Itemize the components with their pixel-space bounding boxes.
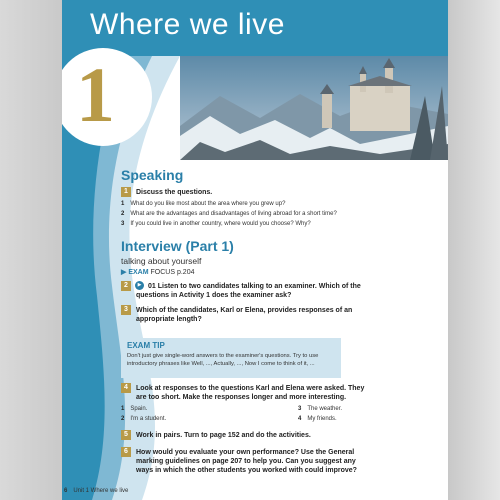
exam-tip-title: EXAM TIP (127, 341, 165, 350)
question-3: 3 If you could live in another country, where would you choose? Why? (121, 221, 311, 227)
castle-photo (180, 56, 448, 160)
activity-5-number: 5 (121, 430, 131, 440)
interview-subheading: talking about yourself (121, 256, 202, 266)
activity-3-number: 3 (121, 305, 131, 315)
response-1: 1 Spain. (121, 406, 148, 412)
activity-6-instruction-line3: ways in which the other students you worked with could improve? (136, 467, 357, 474)
unit-title: Where we live (90, 8, 285, 41)
question-1: 1 What do you like most about the area where you grew up? (121, 201, 286, 207)
activity-5-instruction: Work in pairs. Turn to page 152 and do the activities. (136, 432, 311, 439)
left-background (0, 0, 62, 500)
activity-2-instruction: 01 Listen to two candidates talking to an examiner. Which of the (148, 283, 361, 290)
activity-2-number: 2 (121, 281, 131, 291)
activity-6-instruction: How would you evaluate your own performance? Use the General (136, 449, 355, 456)
exam-focus: ▶ EXAM FOCUS p.204 (121, 269, 195, 276)
activity-3-instruction: Which of the candidates, Karl or Elena, provides responses of an (136, 307, 353, 314)
right-background (448, 0, 500, 500)
unit-number: 1 (76, 51, 115, 138)
question-2: 2 What are the advantages and disadvantages of living abroad for a short time? (121, 211, 337, 217)
page-footer: 6 Unit 1 Where we live (64, 488, 129, 494)
page-paper (62, 0, 448, 500)
activity-4-instruction-line2: are too short. Make the responses longer and more interesting. (136, 394, 347, 401)
activity-6-instruction-line2: marking guidelines on page 207 to help you. Can you suggest any (136, 458, 356, 465)
exam-tip-text: Don't just give single-word answers to the examiner's questions. Try to use introductory phrases like Well, ..., Actually, ..., Now I come to think of it, ... (127, 353, 319, 367)
activity-3-instruction-line2: appropriate length? (136, 316, 202, 323)
activity-4-instruction: Look at responses to the questions Karl and Elena were asked. They (136, 385, 365, 392)
interview-heading: Interview (Part 1) (121, 238, 234, 254)
activity-6-number: 6 (121, 447, 131, 457)
activity-1-number: 1 (121, 187, 131, 197)
activity-2-instruction-line2: questions in Activity 1 does the examiner ask? (136, 292, 292, 299)
speaking-heading: Speaking (121, 167, 184, 183)
audio-track-icon[interactable]: ▶ (135, 281, 144, 290)
response-2: 2 I'm a student. (121, 416, 167, 422)
response-4: 4 My friends. (298, 416, 337, 422)
activity-4-number: 4 (121, 383, 131, 393)
activity-1-instruction: Discuss the questions. (136, 189, 213, 196)
response-3: 3 The weather. (298, 406, 343, 412)
